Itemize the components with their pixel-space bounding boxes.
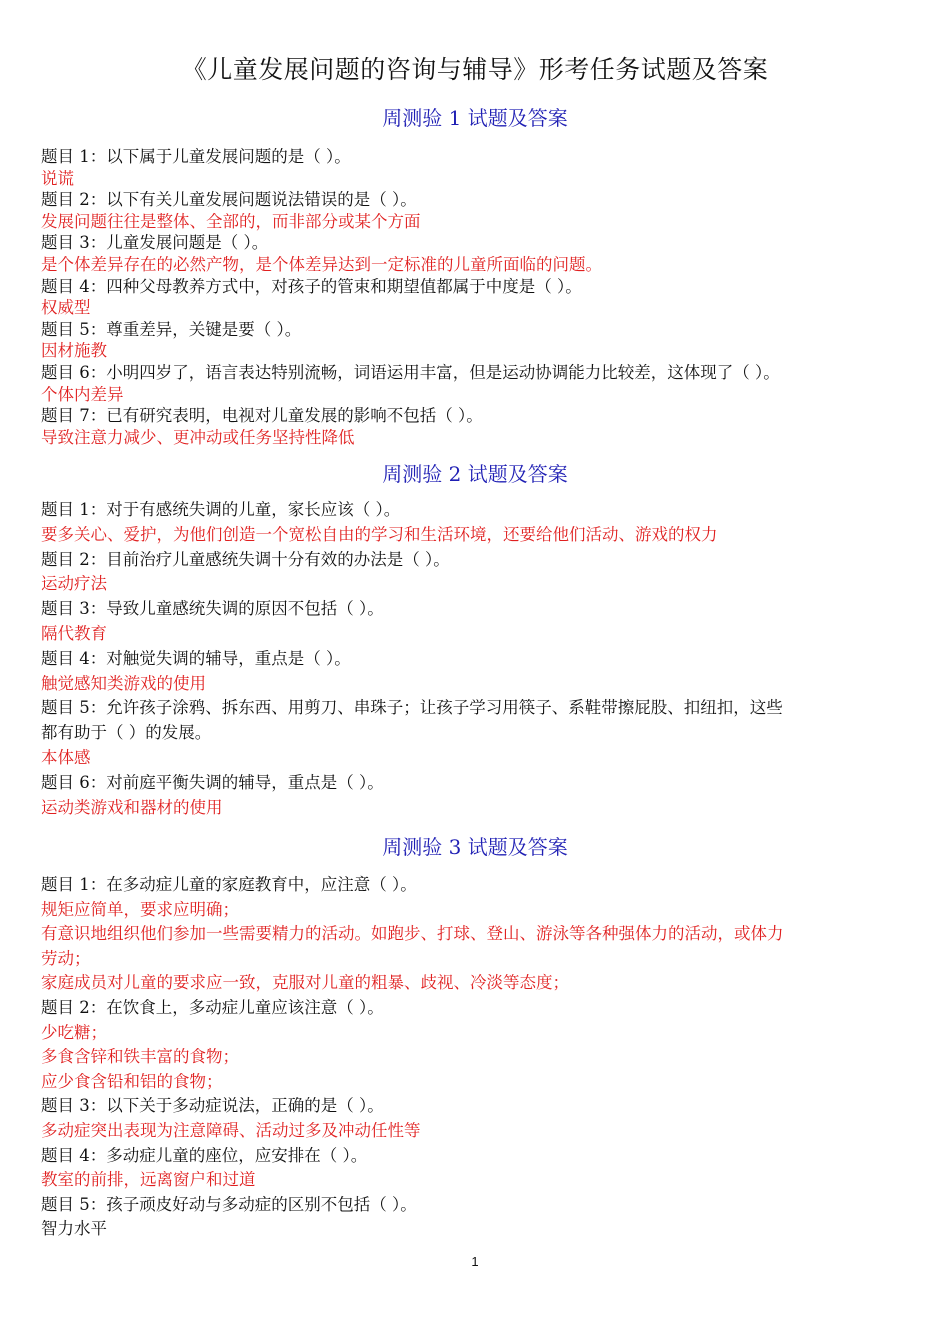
question-line: 题目 4：对触觉失调的辅导，重点是（ ）。: [41, 648, 351, 668]
answer-line: 少吃糖；: [41, 1022, 107, 1042]
question-line: 题目 3：导致儿童感统失调的原因不包括（ ）。: [41, 599, 384, 619]
question-line: 题目 1：以下属于儿童发展问题的是（ ）。: [41, 147, 351, 166]
answer-line: 隔代教育: [41, 624, 107, 643]
answer-line: 个体内差异: [41, 384, 124, 404]
question-line: 题目 1：对于有感统失调的儿童，家长应该（ ）。: [41, 500, 401, 519]
answer-line: 教室的前排，远离窗户和过道: [41, 1170, 256, 1190]
answer-line: 运动类游戏和器材的使用: [41, 797, 223, 817]
answer-line: 应少食含铅和铝的食物；: [41, 1071, 223, 1091]
question-line: 题目 1：在多动症儿童的家庭教育中，应注意（ ）。: [41, 875, 417, 894]
section-heading: 周测验 3 试题及答案: [382, 835, 568, 859]
document-title: 《儿童发展问题的咨询与辅导》形考任务试题及答案: [181, 55, 769, 84]
answer-line: 触觉感知类游戏的使用: [41, 673, 206, 693]
answer-line: 权威型: [41, 298, 91, 318]
question-line: 题目 6：对前庭平衡失调的辅导，重点是（ ）。: [41, 772, 384, 792]
question-line: 题目 4：多动症儿童的座位，应安排在（ ）。: [41, 1145, 368, 1165]
section-heading: 周测验 1 试题及答案: [382, 106, 568, 130]
question-line: 都有助于（ ）的发展。: [41, 723, 212, 743]
question-line: 题目 3：以下关于多动症说法，正确的是（ ）。: [41, 1096, 384, 1116]
page-number: 1: [471, 1254, 479, 1269]
question-line: 题目 5：尊重差异，关键是要（ ）。: [41, 319, 302, 339]
answer-line: 劳动；: [41, 948, 91, 968]
answer-line: 导致注意力减少、更冲动或任务坚持性降低: [41, 427, 355, 447]
answer-line: 说谎: [41, 168, 74, 188]
question-line: 题目 2：在饮食上，多动症儿童应该注意（ ）。: [41, 998, 384, 1017]
answer-line: 因材施教: [41, 341, 107, 361]
section-heading: 周测验 2 试题及答案: [382, 462, 568, 486]
answer-line: 有意识地组织他们参加一些需要精力的活动。如跑步、打球、登山、游泳等各种强体力的活动，或体力: [41, 924, 784, 944]
question-line: 题目 5：孩子顽皮好动与多动症的区别不包括（ ）。: [41, 1194, 417, 1214]
answer-line: 家庭成员对儿童的要求应一致，克服对儿童的粗暴、歧视、冷淡等态度；: [41, 973, 569, 993]
answer-line: 智力水平: [41, 1219, 107, 1239]
question-line: 题目 2：目前治疗儿童感统失调十分有效的办法是（ ）。: [41, 549, 450, 569]
question-line: 题目 4：四种父母教养方式中，对孩子的管束和期望值都属于中度是（ ）。: [41, 276, 582, 296]
question-line: 题目 3：儿童发展问题是（ ）。: [41, 233, 269, 253]
answer-line: 是个体差异存在的必然产物，是个体差异达到一定标准的儿童所面临的问题。: [41, 255, 602, 274]
answer-line: 发展问题往往是整体、全部的，而非部分或某个方面: [41, 211, 421, 231]
answer-line: 运动疗法: [41, 574, 107, 594]
answer-line: 本体感: [41, 748, 91, 767]
question-line: 题目 2：以下有关儿童发展问题说法错误的是（ ）。: [41, 190, 417, 210]
question-line: 题目 7：已有研究表明，电视对儿童发展的影响不包括（ ）。: [41, 406, 483, 426]
answer-line: 要多关心、爱护，为他们创造一个宽松自由的学习和生活环境，还要给他们活动、游戏的权力: [41, 524, 718, 544]
answer-line: 规矩应简单，要求应明确；: [41, 899, 239, 919]
question-line: 题目 5：允许孩子涂鸦、拆东西、用剪刀、串珠子；让孩子学习用筷子、系鞋带擦屁股、扣纽扣，这些: [41, 698, 783, 718]
question-line: 题目 6：小明四岁了，语言表达特别流畅，词语运用丰富，但是运动协调能力比较差，这体现了（ ）。: [41, 363, 780, 382]
answer-line: 多食含锌和铁丰富的食物；: [41, 1047, 239, 1067]
answer-line: 多动症突出表现为注意障碍、活动过多及冲动任性等: [41, 1121, 421, 1140]
